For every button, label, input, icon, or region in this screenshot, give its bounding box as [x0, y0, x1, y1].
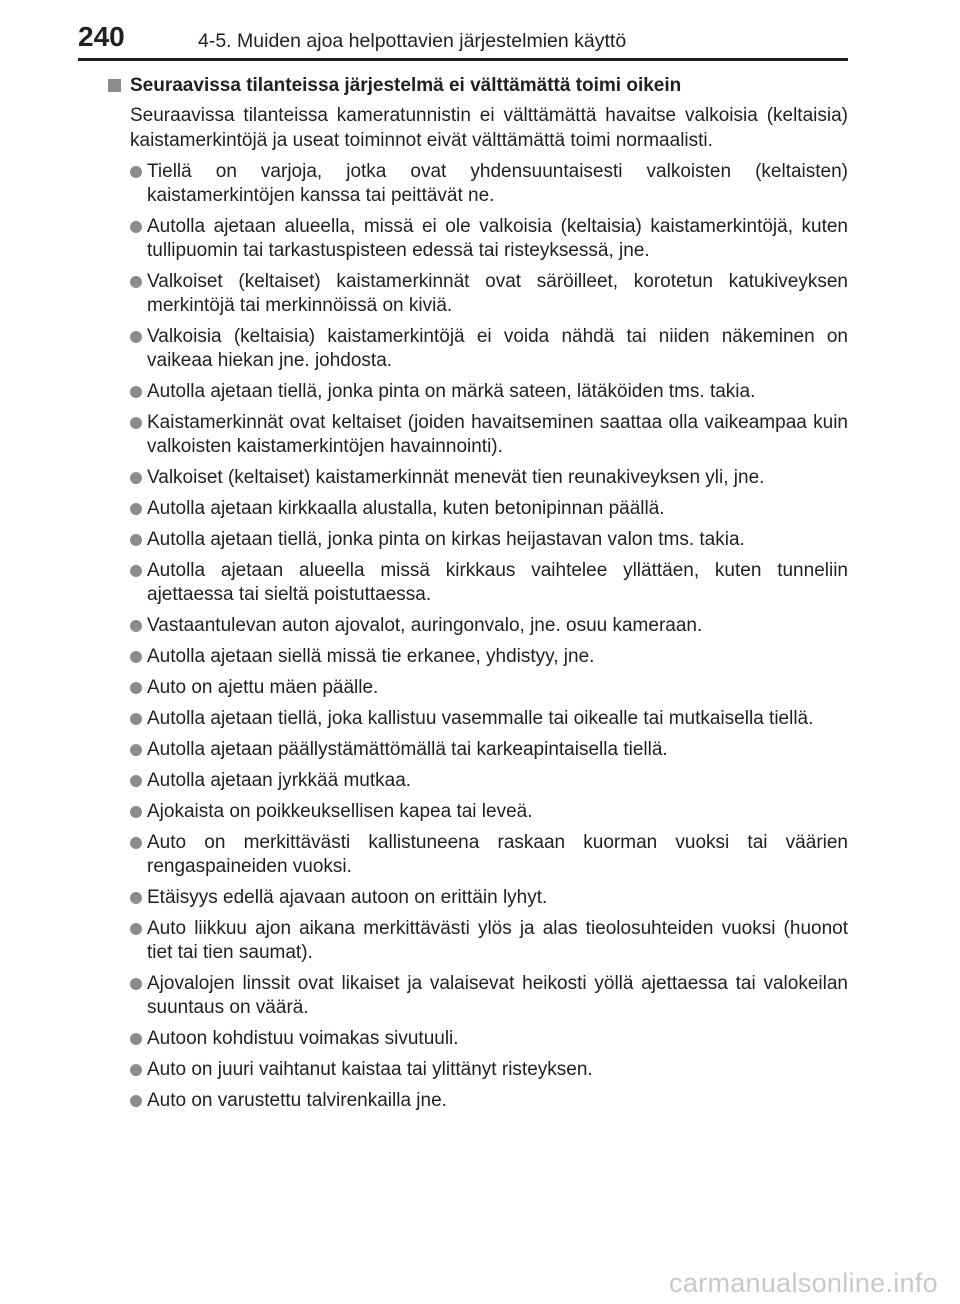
list-item: [108, 466, 848, 490]
list-item: [108, 707, 848, 731]
square-bullet-icon: [108, 79, 121, 92]
bullet-dot-icon: [130, 713, 142, 725]
bullet-dot-icon: [130, 331, 142, 343]
list-item: [108, 270, 848, 318]
subsection-title: Seuraavissa tilanteissa järjestelmä ei välttämättä toimi oikein: [130, 75, 682, 96]
list-item-text: Ajovalojen linssit ovat likaiset ja valaisevat heikosti yöllä ajettaessa tai valokeilan suuntaus on väärä.: [147, 973, 848, 1018]
bullet-dot-icon: [130, 417, 142, 429]
list-item-text: Auto liikkuu ajon aikana merkittävästi ylös ja alas tieolosuhteiden vuoksi (huonot tiet tai tien saumat).: [147, 918, 848, 963]
list-item: [108, 1089, 848, 1113]
page-header: [0, 0, 960, 62]
list-item: [108, 972, 848, 1020]
list-item: [108, 645, 848, 669]
bullet-dot-icon: [130, 775, 142, 787]
list-item-text: Auto on merkittävästi kallistuneena raskaan kuorman vuoksi tai väärien rengaspaineiden vuoksi.: [147, 832, 848, 877]
list-item-text: Valkoisia (keltaisia) kaistamerkintöjä ei voida nähdä tai niiden näkeminen on vaikeaa hiekan jne. johdosta.: [147, 326, 848, 371]
list-item-text: Autolla ajetaan jyrkkää mutkaa.: [147, 770, 412, 791]
list-item: [108, 738, 848, 762]
bullet-dot-icon: [130, 472, 142, 484]
list-item-text: Auto on varustettu talvirenkailla jne.: [147, 1090, 447, 1111]
header-rule: [78, 58, 848, 61]
list-item-text: Autolla ajetaan tiellä, jonka pinta on kirkas heijastavan valon tms. takia.: [147, 529, 745, 550]
list-item: [108, 497, 848, 521]
list-item-text: Autoon kohdistuu voimakas sivutuuli.: [147, 1028, 459, 1049]
list-item-text: Autolla ajetaan alueella missä kirkkaus vaihtelee yllättäen, kuten tunneliin ajettaessa tai sieltä poistuttaessa.: [147, 560, 848, 605]
bullet-dot-icon: [130, 892, 142, 904]
list-item: [108, 559, 848, 607]
bullet-dot-icon: [130, 166, 142, 178]
list-item: [108, 215, 848, 263]
list-item: [108, 831, 848, 879]
subsection-heading: [108, 72, 848, 99]
list-item: [108, 411, 848, 459]
bullet-dot-icon: [130, 837, 142, 849]
list-item-text: Vastaantulevan auton ajovalot, auringonvalo, jne. osuu kameraan.: [147, 615, 703, 636]
bullet-dot-icon: [130, 651, 142, 663]
list-item: [108, 325, 848, 373]
list-item: [108, 800, 848, 824]
bullet-dot-icon: [130, 565, 142, 577]
bullet-dot-icon: [130, 978, 142, 990]
bullet-dot-icon: [130, 744, 142, 756]
bullet-dot-icon: [130, 386, 142, 398]
list-item: [108, 917, 848, 965]
list-item: [108, 886, 848, 910]
bullet-dot-icon: [130, 1033, 142, 1045]
intro-paragraph: Seuraavissa tilanteissa kameratunnistin ei välttämättä havaitse valkoisia (keltaisia) kaistamerkintöjä ja useat toiminnot eivät välttämättä toimi normaalisti.: [130, 105, 848, 151]
list-item-text: Etäisyys edellä ajavaan autoon on erittäin lyhyt.: [147, 887, 548, 908]
watermark: carmanualsonline.info: [669, 1268, 938, 1298]
list-item-text: Kaistamerkinnät ovat keltaiset (joiden havaitseminen saattaa olla vaikeampaa kuin valkoisten kaistamerkintöjen havainnointi).: [147, 412, 848, 457]
list-item: [108, 160, 848, 208]
list-item-text: Ajokaista on poikkeuksellisen kapea tai leveä.: [147, 801, 533, 822]
bullet-dot-icon: [130, 806, 142, 818]
page-number: 240: [78, 21, 125, 52]
list-item-text: Autolla ajetaan tiellä, joka kallistuu vasemmalle tai oikealle tai mutkaisella tiellä.: [147, 708, 814, 729]
list-item: [108, 769, 848, 793]
list-item-text: Valkoiset (keltaiset) kaistamerkinnät ovat säröilleet, korotetun katukiveyksen merkintöjä tai merkinnöissä on kiviä.: [147, 271, 848, 316]
bullet-dot-icon: [130, 1064, 142, 1076]
bullet-dot-icon: [130, 923, 142, 935]
bullet-dot-icon: [130, 682, 142, 694]
list-item: [108, 528, 848, 552]
list-item: [108, 380, 848, 404]
list-item-text: Valkoiset (keltaiset) kaistamerkinnät menevät tien reunakiveyksen yli, jne.: [147, 467, 765, 488]
bullet-dot-icon: [130, 221, 142, 233]
list-item-text: Autolla ajetaan tiellä, jonka pinta on märkä sateen, lätäköiden tms. takia.: [147, 381, 756, 402]
list-item: [108, 676, 848, 700]
list-item: [108, 1027, 848, 1051]
list-item: [108, 1058, 848, 1082]
bullet-dot-icon: [130, 503, 142, 515]
bullet-dot-icon: [130, 276, 142, 288]
bullet-dot-icon: [130, 1095, 142, 1107]
page-content: [108, 72, 848, 1120]
bullet-dot-icon: [130, 534, 142, 546]
list-item-text: Autolla ajetaan siellä missä tie erkanee, yhdistyy, jne.: [147, 646, 595, 667]
list-item-text: Autolla ajetaan kirkkaalla alustalla, kuten betonipinnan päällä.: [147, 498, 665, 519]
list-item-text: Tiellä on varjoja, jotka ovat yhdensuuntaisesti valkoisten (keltaisten) kaistamerkintöjen kanssa tai peittävät ne.: [147, 161, 848, 206]
condition-list: [108, 160, 848, 1113]
list-item-text: Auto on juuri vaihtanut kaistaa tai ylittänyt risteyksen.: [147, 1059, 593, 1080]
list-item-text: Autolla ajetaan alueella, missä ei ole valkoisia (keltaisia) kaistamerkintöjä, kuten tullipuomin tai tarkastuspisteen edessä tai risteyksessä, jne.: [147, 216, 848, 261]
section-title: 4-5. Muiden ajoa helpottavien järjestelmien käyttö: [198, 30, 627, 52]
list-item-text: Auto on ajettu mäen päälle.: [147, 677, 379, 698]
list-item-text: Autolla ajetaan päällystämättömällä tai karkeapintaisella tiellä.: [147, 739, 668, 760]
bullet-dot-icon: [130, 620, 142, 632]
list-item: [108, 614, 848, 638]
